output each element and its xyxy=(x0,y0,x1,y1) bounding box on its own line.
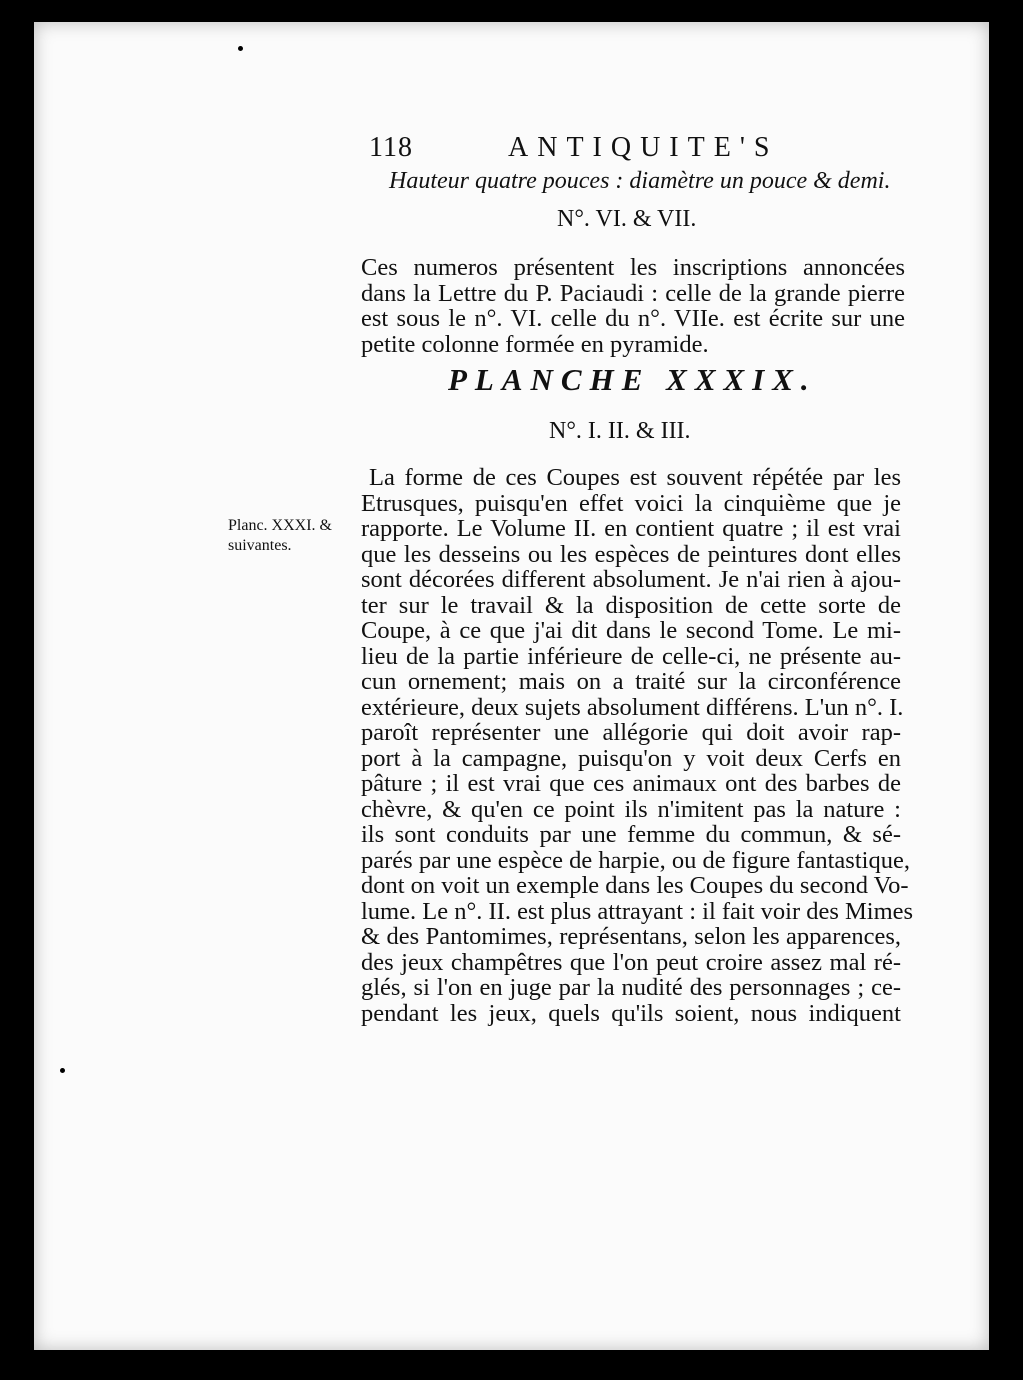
text-line: cun ornement; mais on a traité sur la circonférence xyxy=(361,668,901,695)
text-line: port à la campagne, puisqu'on y voit deux Cerfs en xyxy=(361,744,901,772)
text-line: Etrusques, puisqu'en effet voici la cinquième que je xyxy=(361,489,901,517)
text-line: paroît représenter une allégorie qui doit avoir rap- xyxy=(361,719,901,746)
text-line: La forme de ces Coupes est souvent répétée par les xyxy=(369,464,901,491)
text-line: Ces numeros présentent les inscriptions annoncées xyxy=(361,254,905,281)
text-line: ils sont conduits par une femme du commun, & sé- xyxy=(361,821,901,848)
margin-note-line: Planc. XXXI. & xyxy=(228,517,332,534)
margin-note xyxy=(228,516,332,556)
text-line: pâture ; il est vrai que ces animaux ont des barbes de xyxy=(361,770,901,797)
text-line: parés par une espèce de harpie, ou de figure fantastique, xyxy=(361,846,910,874)
page-number: 118 xyxy=(369,132,413,163)
dimensions-line: Hauteur quatre pouces : diamètre un pouce & demi. xyxy=(389,168,891,194)
text-line: sont décorées different absolument. Je n'ai rien à ajou- xyxy=(361,566,901,593)
plate-title: PLANCHE XXXIX. xyxy=(448,362,817,397)
text-line: des jeux champêtres que l'on peut croire assez mal ré- xyxy=(361,948,901,976)
text-line: Coupe, à ce que j'ai dit dans le second Tome. Le mi- xyxy=(361,617,901,644)
section-1-paragraph xyxy=(361,255,905,357)
text-line: est sous le n°. VI. celle du n°. VIIe. est écrite sur une xyxy=(361,305,905,332)
text-line: lieu de la partie inférieure de celle-ci, ne présente au- xyxy=(361,642,901,670)
section-2-paragraph xyxy=(361,464,914,1027)
text-line: dont on voit un exemple dans les Coupes du second Vo- xyxy=(361,872,909,899)
text-line: rapporte. Le Volume II. en contient quatre ; il est vrai xyxy=(361,515,901,542)
text-line: lume. Le n°. II. est plus attrayant : il fait voir des Mimes xyxy=(361,897,914,925)
running-head: ANTIQUITE'S xyxy=(508,132,779,163)
text-line: ter sur le travail & la disposition de cette sorte de xyxy=(361,591,901,619)
text-line: & des Pantomimes, représentans, selon les apparences, xyxy=(361,923,901,950)
text-line: chèvre, & qu'en ce point ils n'imitent pas la nature : xyxy=(361,795,901,823)
section-1-heading: N°. VI. & VII. xyxy=(557,206,697,232)
text-line: glés, si l'on en juge par la nudité des personnages ; ce- xyxy=(361,974,901,1001)
text-line: dans la Lettre du P. Paciaudi : celle de la grande pierre xyxy=(361,279,905,307)
text-line: que les desseins ou les espèces de peintures dont elles xyxy=(361,540,901,568)
section-2-heading: N°. I. II. & III. xyxy=(549,418,691,444)
speck xyxy=(60,1068,65,1073)
text-line: pendant les jeux, quels qu'ils soient, nous indiquent xyxy=(361,999,901,1027)
text-line: extérieure, deux sujets absolument différens. L'un n°. I. xyxy=(361,693,904,721)
text-line: petite colonne formée en pyramide. xyxy=(361,330,709,358)
margin-note-line: suivantes. xyxy=(228,537,292,554)
speck xyxy=(238,46,243,51)
